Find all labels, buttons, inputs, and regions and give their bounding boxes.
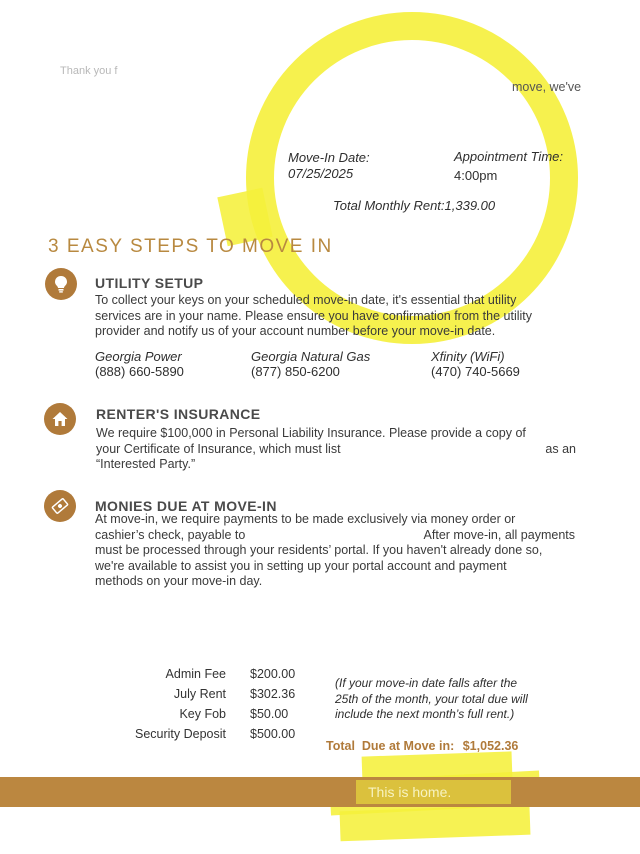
lightbulb-icon — [45, 268, 77, 300]
renters-insurance-text: We require $100,000 in Personal Liability Insurance. Please provide a copy of your Certificate of Insurance, which must list as an “Interested Party.” — [96, 426, 576, 471]
fee-label: Admin Fee — [165, 667, 226, 681]
utility-setup-heading: UTILITY SETUP — [95, 275, 204, 291]
fee-row — [116, 727, 295, 747]
appointment-time-label: Appointment Time: — [454, 149, 563, 164]
fee-amount: $200.00 — [250, 667, 296, 681]
total-due-amount: $1,052.36 — [462, 739, 519, 753]
footer-bar — [0, 777, 640, 807]
provider-phone: (888) 660-5890 — [95, 364, 184, 379]
rent-note: (If your move-in date falls after the 25th of the month, your total due will include the next month’s full rent.) — [335, 676, 528, 721]
faded-header-text: Thank you f — [60, 65, 118, 77]
fee-amount: $50.00 — [250, 707, 289, 721]
renters-insurance-heading: RENTER'S INSURANCE — [96, 406, 261, 422]
fees-table — [116, 667, 295, 747]
move-in-date-value: 07/25/2025 — [288, 166, 354, 181]
provider-phone: (470) 740-5669 — [431, 364, 520, 379]
provider-name: Georgia Power — [95, 349, 182, 364]
steps-title: 3 EASY STEPS TO MOVE IN — [48, 236, 333, 257]
home-icon — [44, 403, 76, 435]
money-icon — [44, 490, 76, 522]
fee-label: July Rent — [173, 687, 226, 701]
fee-amount: $302.36 — [250, 687, 296, 701]
appointment-time-value: 4:00pm — [454, 168, 498, 183]
total-due — [326, 739, 518, 753]
move-in-date-label: Move-In Date: — [288, 150, 370, 165]
fee-row — [116, 707, 295, 727]
fee-label: Key Fob — [179, 707, 226, 721]
utility-setup-text: To collect your keys on your scheduled move-in date, it's essential that utility services are in your name. Please ensure you have confirmation from the utility provider and notify us of your account number before your move-in date. — [95, 293, 533, 338]
footer-tagline: This is home. — [368, 784, 452, 800]
total-due-label: Total Due at Move in: — [326, 739, 455, 753]
provider-name: Georgia Natural Gas — [251, 349, 371, 364]
fee-label: Security Deposit — [134, 727, 226, 741]
provider-phone: (877) 850-6200 — [251, 364, 340, 379]
monies-due-text: At move-in, we require payments to be made exclusively via money order or cashier’s check, payable to After move-in, all payments must be processed through your residents’ portal. If you haven't already done so, we're available to assist you in setting up your portal account and payment methods on your move-in day. — [95, 512, 575, 588]
monies-due-heading: MONIES DUE AT MOVE-IN — [95, 498, 277, 514]
faded-header-text: move, we've — [512, 80, 582, 94]
fee-row — [116, 687, 295, 707]
fee-row — [116, 667, 295, 687]
total-monthly-rent: Total Monthly Rent:1,339.00 — [333, 198, 496, 213]
fee-amount: $500.00 — [250, 727, 296, 741]
provider-name: Xfinity (WiFi) — [431, 349, 505, 364]
